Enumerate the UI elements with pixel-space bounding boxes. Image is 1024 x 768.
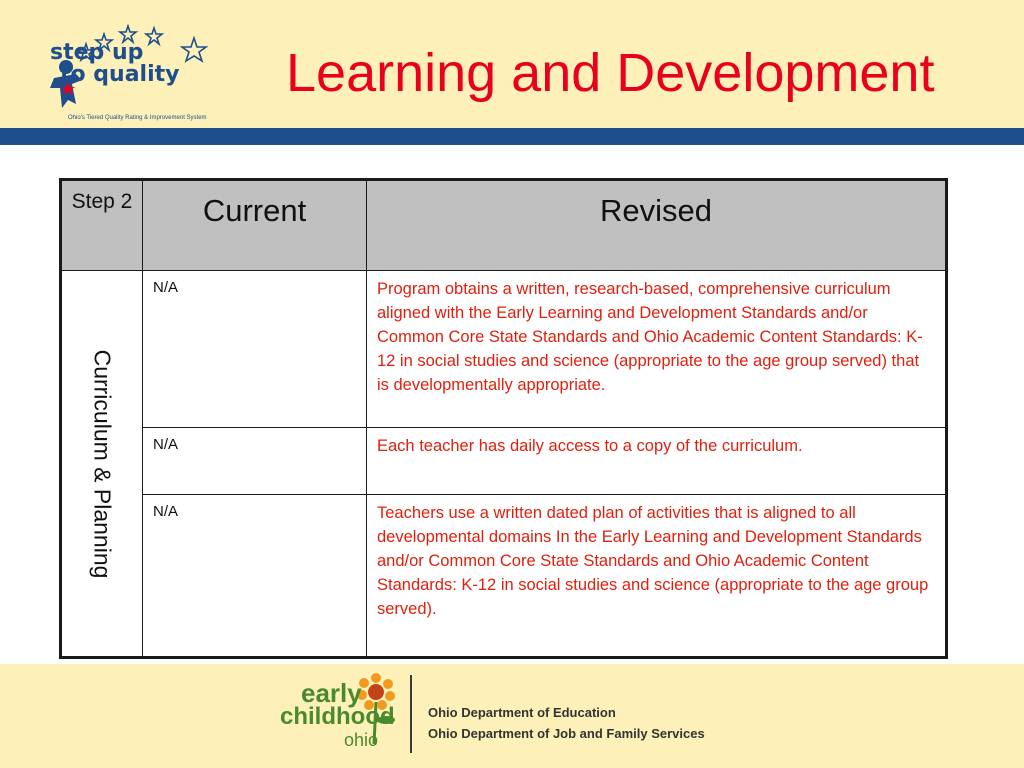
header-revised: Revised — [367, 180, 947, 271]
logo-line2: to quality — [60, 62, 180, 87]
header-step: Step 2 — [61, 180, 143, 271]
dept-job-family-services: Ohio Department of Job and Family Services — [428, 726, 705, 741]
current-cell: N/A — [143, 428, 367, 495]
header-rule — [0, 128, 1024, 145]
standards-table — [59, 178, 948, 659]
table-row — [61, 271, 947, 428]
table-row — [61, 495, 947, 658]
table-row — [61, 428, 947, 495]
logo-early: early — [301, 678, 362, 708]
table-header-row — [61, 180, 947, 271]
category-label: Curriculum & Planning — [89, 349, 116, 578]
footer-divider — [410, 675, 412, 753]
header-current: Current — [143, 180, 367, 271]
logo-line1: step up — [50, 40, 144, 65]
current-cell: N/A — [143, 271, 367, 428]
logo-childhood: childhood — [280, 703, 395, 730]
category-cell — [61, 271, 143, 658]
slide-title: Learning and Development — [286, 43, 935, 103]
revised-cell: Program obtains a written, research-based, comprehensive curriculum aligned with the Early Learning and Development Standards and/or Common Core State Standards and Ohio Academic Content Standards: K-12 in social studies and science (appropriate to the age group served) that is developmentally appropriate. — [367, 271, 947, 428]
logo-ohio: ohio — [344, 730, 379, 750]
revised-cell: Each teacher has daily access to a copy of the curriculum. — [367, 428, 947, 495]
dept-education: Ohio Department of Education — [428, 705, 616, 720]
current-cell: N/A — [143, 495, 367, 658]
revised-cell: Teachers use a written dated plan of activities that is aligned to all developmental domains In the Early Learning and Development Standards and/or Common Core State Standards and Ohio Academic Content Standards: K-12 in social studies and science (appropriate to the age group served). — [367, 495, 947, 658]
logo-tagline: Ohio's Tiered Quality Rating & Improvement System — [68, 115, 207, 121]
